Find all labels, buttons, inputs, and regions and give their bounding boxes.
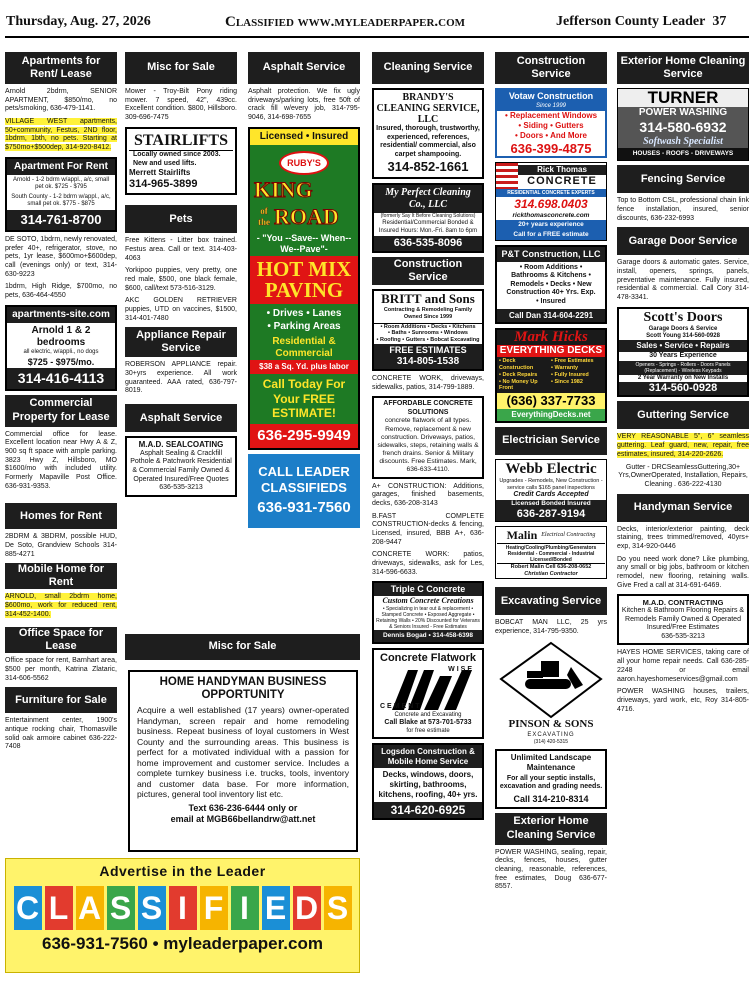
ad-name: Rick Thomas [518,165,606,175]
classified-ad: DE SOTO, 1bdrm, newly renovated, prefer 40+, refrigerator, stove, no pets, 1yr lease, $600mo+$600dep, call (evenings only) or text, 314-630-9223 [5,236,117,278]
classified-ad: Commercial office for lease. Excellent location near Hwy A & Z, 900 sq ft space with ample parking. 3823 Hwy Z, Hillsboro, MO $1600/mo with included utility. Formerly Mapaville Post Office. 636-931-9353. [5,430,117,490]
ad-contact: Text 636-236-6444 only or [188,802,298,813]
display-ad-concrete-flatwork [372,648,484,739]
section-heading-handyman: Handyman Service [617,494,749,522]
ad-bullet: • Room Additions • Decks • Kitchens [380,323,476,330]
section-heading-fencing: Fencing Service [617,165,749,193]
ad-bullet: • Parking Areas [267,320,341,332]
section-heading-exterior-2: Exterior Home Cleaning Service [617,52,749,84]
classified-ad: Yorkipoo puppies, very pretty, one red male, $500, one black female, $600, call/text 573-516-3129. [125,267,237,292]
banner-letter-tile: L [45,886,73,930]
ad-hot-mix: HOT MIX PAVING [250,256,358,304]
ad-body: Kitchen & Bathroom Flooring Repairs & Remodels Family Owned & Operated Insured/Free Estimates [621,607,745,632]
ad-since: Since 1999 [497,103,605,111]
ad-title: AFFORDABLE CONCRETE SOLUTIONS [383,400,473,416]
ad-phone: Call 314-210-8314 [513,793,589,804]
ad-name: TURNER [618,89,748,107]
column-3 [248,50,360,630]
ad-contact: Scott Young 314-560-0928 [646,332,720,339]
ad-phone: Call Dan 314-604-2291 [497,309,605,323]
section-heading-apartments: Apartments for Rent/ Lease [5,52,117,84]
column-6 [617,50,749,975]
ad-phone: 636-535-3213 [159,484,203,492]
section-heading-garage: Garage Door Service [617,227,749,255]
ad-body: • Specializing in tear out & replacement • Stamped Concrete • Exposed Aggregate • Retaining Walls • 20% Discounted for Veterans & Seniors Insured - Free Estimates [376,606,480,631]
ad-name: Scott's Doors [643,309,723,325]
ad-phone: 314.698.0403 [514,197,588,212]
ad-line: South County - 1-2 bdrm w/appl., a/c, small pet ok. $775 - $875 [11,193,111,207]
ad-price: $38 a Sq. Yd. plus labor [250,360,358,374]
display-ad-call-leader [248,454,360,527]
ad-phone: (636) 337-7733 [497,393,605,409]
ad-phone: 314-761-8700 [7,210,115,230]
section-heading-misc-sale: Misc for Sale [125,52,237,84]
ad-phone: 636-287-9194 [496,508,606,521]
ad-body: Asphalt Sealing & Crackfill Pothole & Patchwork Residential & Commercial Family Owned & Operated Insured/Free Quotes [130,449,232,483]
section-heading-electrician: Electrician Service [495,427,607,455]
display-ad-mad-contracting [617,594,749,645]
section-heading-construction-2: Construction Service [495,52,607,84]
display-ad-malin [495,526,607,579]
classified-ad: Arnold 2bdrm, SENIOR APARTMENT, $850/mo, no pets/smoking, 636-479-1141. [5,88,117,113]
ad-exp: 20+ years experience [496,220,606,230]
ad-bullet: • No Money Up Front [499,378,538,392]
section-heading-exterior: Exterior Home Cleaning Service [495,813,607,845]
display-ad-scotts-doors [617,307,749,398]
section-heading-cleaning: Cleaning Service [372,52,484,84]
ad-name: Webb Electric [505,460,597,477]
section-heading-mobile: Mobile Home for Rent [5,563,117,589]
section-heading-furniture: Furniture for Sale [5,687,117,713]
classified-ad-highlighted: VERY REASONABLE 5", 6" seamless guttering. Leaf guard, new, repair, free estimates, insured, 314-220-2626. [617,433,749,458]
section-heading-guttering: Guttering Service [617,401,749,429]
ad-contact: email at MGB66bellandrw@att.net [170,813,316,824]
ad-name: PINSON & SONS [508,718,594,731]
display-ad-logsdon [372,743,484,820]
header-paper [556,13,726,30]
ad-body: Residential/Commercial Bonded & Insured Hours: Mon.-Fri. 8am to 6pm [378,220,478,234]
classified-ad: Do you need work done? Like plumbing, any small or big jobs, bathroom or kitchen remodel, new flooring, retaining walls. Give Fred a call at 314-691-6469. [617,555,749,589]
ad-site: apartments-site.com [7,307,115,323]
ad-title: Triple C Concrete [374,583,482,596]
ad-badge: RUBY'S [279,151,329,175]
ad-site: EverythingDecks.net [497,409,605,421]
display-ad-votaw [495,88,607,158]
classified-ad: Asphalt protection. We fix ugly driveways/parking lots, free 50ft of crack fill w/every job, 314-795-9046, 314-698-7655 [248,88,360,122]
ad-line: all electric, w/appli., no dogs [23,349,99,356]
ad-title: Votaw Construction [497,90,605,103]
classified-ad: 1bdrm, High Ridge, $700mo, no pets, 636-464-4550 [5,283,117,300]
ad-site: rickthomasconcrete.com [512,212,590,220]
display-ad-pinson [495,641,607,745]
classified-ad: A+ CONSTRUCTION: Additions, garages, finished basements, decks, 636-208-3143 [372,482,484,507]
section-heading-homes: Homes for Rent [5,503,117,529]
ad-phone: 314-560-0928 [619,382,747,395]
ad-sub: RESIDENTIAL CONCRETE EXPERTS [496,189,606,197]
classified-ad: B.FAST COMPLETE CONSTRUCTION-decks & fencing, Licensed, insured, BBB A+, 636-208-9447 [372,512,484,546]
ad-body: • Room Additions • Bathrooms & Kitchens • Remodels • Decks • New Construction 40+ Yrs. Exp. • Insured [506,263,596,305]
classified-ad: Decks, interior/exterior painting, deck staining, trees trimmed/removed, 40yrs+ exp, 314-920-0446 [617,525,749,550]
display-ad-webb-electric [495,459,607,523]
classified-ad: Entertainment center, 1900's antique rocking chair, Thomasville solid oak armoire cabinet 636-222-7408 [5,717,117,751]
ad-licensed: Licensed • Insured [250,129,358,145]
ad-bullet: • Deck Construction [499,358,534,372]
display-ad-pt-construction [495,245,607,324]
classified-ad: Mower - Troy-Bilt Pony riding mower. 7 speed, 42", 439cc. Excellent condition. $800, Hillsboro. 309-696-7475 [125,88,237,122]
banner-letter-tile: S [107,886,135,930]
ad-price: $725 - $975/mo. [27,356,95,367]
classified-ad: Office space for rent, Barnhart area, $500 per month, Katrina Zlataric, 314-606-5562 [5,657,117,682]
classified-ad: AKC GOLDEN RETRIEVER puppies, UTD on vaccines, $1500, 314-401-7480 [125,297,237,322]
ad-body: concrete flatwork of all types. Remove, replacement & new construction. Driveways, patios, sidewalks, steps, retaining walls & french drains. Senior & Military discounts. Free Estimates. Mark, 636-633-4110. [377,417,479,474]
ad-call: Call Blake at 573-701-5733 [384,719,472,727]
ad-bullet: • Warranty [551,365,579,372]
ad-bullet: • Roofing • Gutters • Bobcat Excavating [376,337,480,344]
ad-title: BRITT and Sons [381,291,475,307]
banner-letter-tile: D [293,886,321,930]
section-heading-asphalt-2: Asphalt Service [248,52,360,84]
section-heading-commercial: Commercial Property for Lease [5,395,117,427]
display-ad-mark-hicks [495,328,607,422]
banner-letter-tile: C [14,886,42,930]
section-heading-excavating: Excavating Service [495,587,607,615]
ad-phone: 314-580-6932 [639,119,727,136]
classified-ad-highlighted: VILLAGE WEST apartments, 50+community, Festus, 2ND floor, 1bdrm, 1bth, no pets. Starting at $750mo+$500dep, 314-920-8412. [5,118,117,152]
ad-bullet: • Replacement Windows [504,111,598,121]
ad-bullet: • Doors • And More [515,130,587,140]
section-heading-misc-sale-2: Misc for Sale [125,634,360,660]
ad-cement: CEMENT [380,703,422,711]
ad-title: STAIRLIFTS [129,131,233,152]
ad-sub: (formerly Say It Before Cleaning Solutions) [380,213,476,220]
ad-bullet: • Drives • Lanes [266,308,342,320]
ad-phone: Dennis Bogad • 314-458-6398 [374,630,482,642]
ad-bullet: • Siding • Gutters [518,121,584,131]
ad-body: Acquire a well established (17 years) owner-operated Handyman, screen repair and home remodeling business. Repeat business of loyal customers in West County and the surrounding areas. This business is perfect for a motivated individual with a passion for home improvement and customer service. Includes a complete turnkey business i.e. trucks, tools, inventory and customer data base. For more information, pictures, general tool inventory list etc. [137,705,349,800]
banner-letter-tile: I [169,886,197,930]
flag-icon [496,163,518,189]
ad-wise: WISE [448,665,474,673]
ad-king: KING [254,176,313,202]
ad-foot: HOUSES - ROOFS - DRIVEWAYS [618,148,748,160]
ad-phone: (314) 420-5315 [533,739,569,746]
ad-exp: 30 Years Experience [649,352,717,360]
ad-body: Decks, windows, doors, skirting, bathrooms, kitchens, roofing, 40+ yrs. [378,770,478,799]
ad-sub: Contracting & Remodeling Family Owned Since 1999 [374,307,482,323]
paper-name: Jefferson County Leader [556,14,706,29]
display-ad-triple-c [372,581,484,644]
display-ad-britt [372,289,484,371]
display-ad-rick-thomas [495,162,607,240]
classified-ad: CONCRETE WORK: patios, driveways, sidewalks, ask for Les, 314-596-6633. [372,551,484,576]
display-ad-turner [617,88,749,161]
header-section: Classified www.myleaderpaper.com [225,14,466,30]
banner-letter-tile: A [76,886,104,930]
ad-phone: 314-620-6925 [374,802,482,819]
classified-ad: Top to Bottom CSL, professional chain link fence installation, insured, senior discounts, 636-232-6993 [617,197,749,222]
ad-phone: 636-931-7560 [257,499,351,517]
classified-ad: BOBCAT MAN LLC, 25 yrs experience, 314-795-9350. [495,619,607,636]
ad-body: For all your septic installs, excavation and grading needs. [499,774,603,791]
classified-ad: Garage doors & automatic gates. Service, install, openers, springs, panels, preventative maintenance. Fully insured, residential & commercial. Call Cory 314-478-3341. [617,259,749,301]
classified-ad: POWER WASHING houses, trailers, driveways, yard work, etc, Roy 314-805-4716. [617,688,749,713]
ad-phone: 314-416-4113 [7,368,115,389]
ad-name: Mark Hicks [514,329,588,346]
bulldozer-icon [497,641,605,719]
column-2 [125,50,237,580]
display-ad-apartments-site [5,305,117,391]
ad-warranty: 2 Year Warranty on New Installs [637,374,729,381]
classified-ad: HAYES HOME SERVICES, taking care of all your home repair needs. Call 636-285-2248 or email aaron.hayeshomeservices@gmail.com [617,649,749,683]
ad-title: HOME HANDYMAN BUSINESS OPPORTUNITY [159,676,327,702]
ad-of-the: of the [258,206,270,228]
ad-list: Openers - Springs - Rollers - Doors Panels (Replacement) - Wireless Keypads [619,361,747,375]
ad-line: Locally owned since 2003. [133,151,221,159]
section-heading-pets: Pets [125,205,237,233]
section-heading-asphalt: Asphalt Service [125,404,237,432]
display-ad-rubys [248,127,360,450]
ad-band: Sales • Service • Repairs [619,340,747,352]
column-1 [5,50,117,840]
ad-free: Call for a FREE estimate [496,230,606,240]
display-ad-affordable-concrete [372,396,484,478]
header-date: Thursday, Aug. 27, 2026 [6,14,151,29]
ad-title: P&T Construction, LLC [497,247,605,262]
ad-slogan: - "You --Save-- When--We--Pave"- [256,232,352,254]
ad-body: Heating/Cooling/Plumbing/Generators Residential - Commercial - Industrial Licensed/Bonded [497,543,605,563]
ad-word: CONCRETE [527,174,597,187]
ad-title: M.A.D. SEALCOATING [138,440,224,450]
ad-body: Upgrades - Remodels, New Construction - service calls $165 panel inspections [499,477,603,491]
display-ad-mad-sealcoating [125,436,237,496]
ad-title: M.A.D. CONTRACTING [642,598,724,608]
classified-ad: ROBERSON APPLIANCE repair. 30+yrs experience. All work guaranteed. AAA rated, 636-797-8019. [125,361,237,395]
ad-bullet: • Free Estimates [551,358,594,365]
display-ad-unlimited-landscape [495,749,607,809]
ad-phone: 636-399-4875 [510,140,592,156]
ad-line: Arnold - 1-2 bdrm w/appl., a/c, small pet ok. $725 - $795 [12,176,110,191]
ad-phone: Robert Malin Cell 636-208-0652 [497,563,605,571]
ad-phone: 314-805-1538 [396,355,460,367]
ad-call: Call Today For Your FREE ESTIMATE! [262,376,346,421]
ad-phone: 636-535-3213 [661,632,705,640]
ad-title: Concrete Flatwork [380,652,476,665]
display-ad-stairlifts [125,127,237,196]
ad-phone: 636-295-9949 [250,424,358,448]
banner-letter-tile: S [138,886,166,930]
section-heading-appliance: Appliance Repair Service [125,327,237,357]
banner-letter-tile: F [200,886,228,930]
ad-title: Unlimited Landscape Maintenance [510,753,592,772]
ad-title: My Perfect Cleaning Co., LLC [374,185,482,213]
ad-sub: EXCAVATING [527,731,575,738]
ad-sub: EVERYTHING DECKS [497,345,605,357]
ad-tag: Softwash Specialist [643,136,723,148]
ad-licensed: Licensed Bonded Insured [496,500,606,508]
ad-phone: 636-535-8096 [374,236,482,251]
advertise-banner [5,858,360,973]
ad-free: for free estimate [406,727,450,734]
ad-res: Residential & Commercial [272,335,336,360]
ad-road: ROAD [274,203,339,229]
ad-sub: Custom Concrete Creations [382,596,474,606]
ad-sub: POWER WASHING [638,106,728,118]
ad-phone: 314-965-3899 [129,178,198,191]
ad-call-line: CALL LEADER CLASSIFIEDS [258,464,350,495]
display-ad-brandys [372,88,484,179]
header-rule [5,36,749,38]
banner-top: Advertise in the Leader [99,863,266,879]
display-ad-my-perfect-cleaning [372,183,484,254]
section-heading-office: Office Space for Lease [5,627,117,653]
ad-title: Apartment For Rent [7,159,115,175]
ad-free: FREE ESTIMATES [389,344,467,355]
section-heading-construction: Construction Service [372,257,484,285]
ad-line: New and used lifts. [133,159,197,167]
ad-sub: Garage Doors & Service [648,325,718,332]
classified-ad: CONCRETE WORK, driveways, sidewalks, patios, 314-799-1889. [372,375,484,391]
ad-bullet: • Fully Insured [551,371,589,378]
banner-letter-tile: S [324,886,352,930]
banner-bottom: 636-931-7560 • myleaderpaper.com [42,934,323,954]
banner-letters [6,886,359,930]
ad-phone: 314-852-1661 [387,159,469,175]
ad-tag: Christian Contractor [524,570,578,577]
column-5 [495,50,607,975]
ad-bullet: • Deck Repairs [499,371,538,378]
ad-title: Logsdon Construction & Mobile Home Service [374,745,482,769]
display-ad-apartment-for-rent [5,157,117,232]
banner-letter-tile: I [231,886,259,930]
ad-sub: Concrete and Excavating [394,711,462,718]
ad-title: BRANDY'S CLEANING SERVICE, LLC [376,92,480,125]
ad-body: Insured, thorough, trustworthy, experienced, references, residential/ commercial, also carpet shampooing. [376,125,480,158]
ad-bullet: • Baths • Sunrooms • Windows [388,330,468,337]
ad-cards: Credit Cards Accepted [513,491,589,499]
banner-letter-tile: E [262,886,290,930]
column-4 [372,50,484,975]
classified-ad: POWER WASHING, sealing, repair, decks, fences, houses, gutter cleaning, reasonable, references, free estimates, Doug 636-677-8557. [495,848,607,891]
ad-company: Merrett Stairlifts [129,168,191,178]
classified-ad: Gutter - DRCSeamlessGuttering,30+ Yrs,OwnerOperated, Installation, Repairs, Cleaning . 636-222-4130 [618,463,748,488]
classified-ad: Free Kittens - Litter box trained. Festus area. Call or text. 314-403-4063 [125,237,237,262]
classified-ad-highlighted: ARNOLD, small 2bdrm home, $600mo, work for reduced rent, 314-452-1400. [5,593,117,618]
ad-name: Malin [506,528,538,543]
ad-title: Arnold 1 & 2 bedrooms [31,324,91,349]
page-number: 37 [712,14,727,29]
ad-sub: Electrical Contracting [541,531,596,538]
ad-logo [376,666,480,712]
display-ad-handyman-opportunity [128,670,358,852]
ad-bullet: • Since 1982 [551,378,583,385]
classified-ad: 2BDRM & 3BDRM, possible HUD, De Soto, Grandview Schools 314-885-4271 [5,533,117,558]
